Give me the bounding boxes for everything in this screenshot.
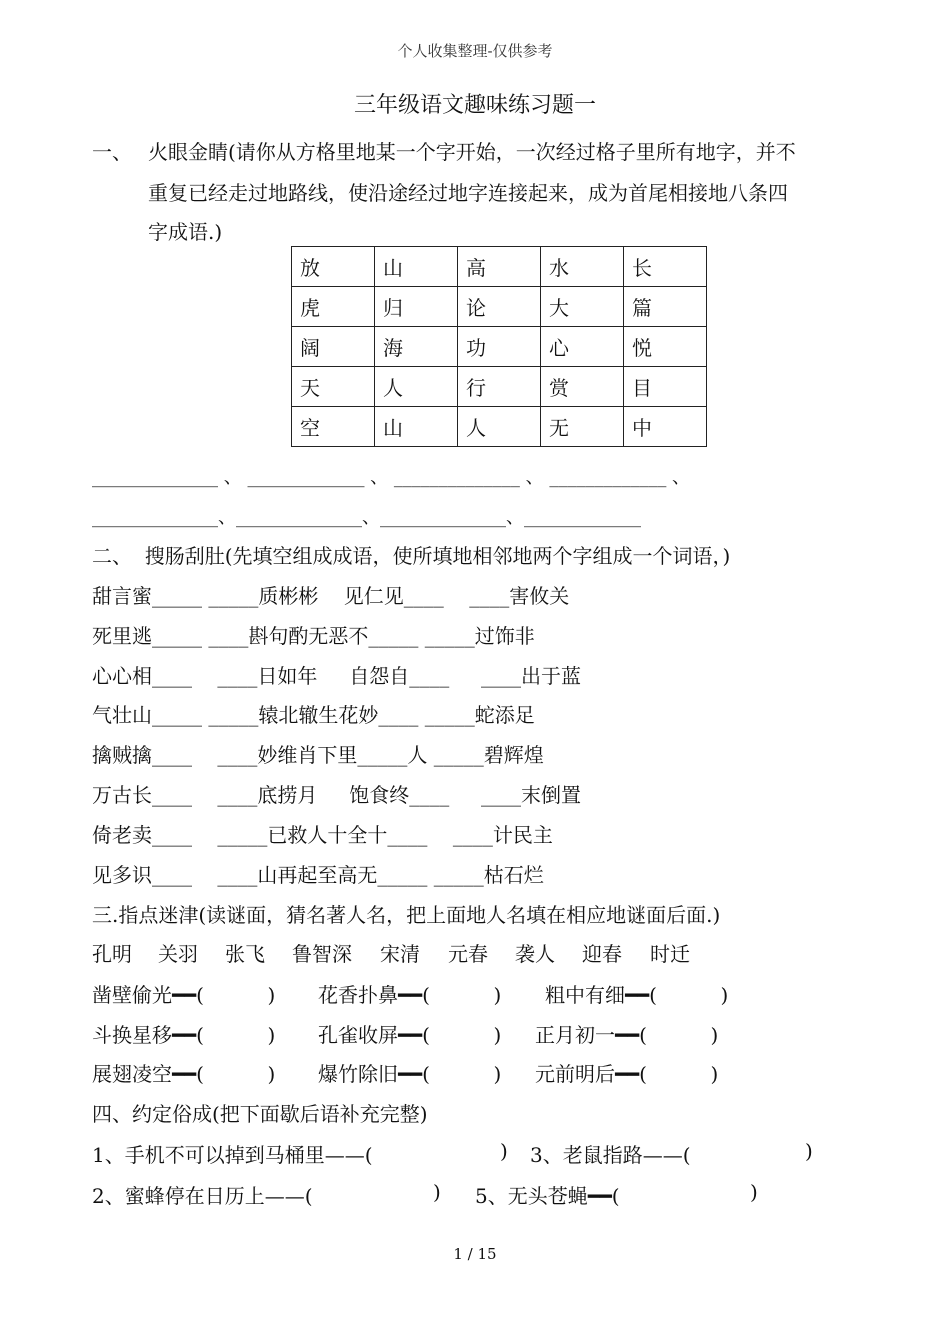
grid-cell: 天 xyxy=(292,367,375,407)
grid-cell: 空 xyxy=(292,407,375,447)
name-option: 元春 xyxy=(448,942,488,966)
proverb-3[interactable]: 3、老鼠指路——( xyxy=(530,1143,691,1167)
grid-cell: 悦 xyxy=(624,327,707,367)
section3-heading: 三.指点迷津(读谜面，猜名著人名，把上面地人名填在相应地谜面后面.) xyxy=(92,903,721,927)
grid-cell: 大 xyxy=(541,287,624,327)
grid-cell: 虎 xyxy=(292,287,375,327)
name-option: 关羽 xyxy=(158,942,198,966)
idiom-line[interactable]: 倚老卖____ _____已救人十全十____ ____计民主 xyxy=(92,823,553,847)
grid-row xyxy=(292,247,707,287)
grid-cell: 山 xyxy=(375,247,458,287)
grid-cell: 中 xyxy=(624,407,707,447)
grid-row xyxy=(292,287,707,327)
grid-cell: 海 xyxy=(375,327,458,367)
proverb-1[interactable]: 1、手机不可以掉到马桶里——( xyxy=(92,1143,373,1167)
proverb-3-close: ) xyxy=(805,1139,813,1163)
idiom-line[interactable]: 万古长____ ____底捞月 饱食终____ ____末倒置 xyxy=(92,783,582,807)
section1-line3: 字成语.) xyxy=(148,220,223,244)
riddle[interactable]: 凿壁偷光━━( ) xyxy=(92,983,276,1007)
riddle[interactable]: 爆竹除旧━━( ) xyxy=(318,1062,502,1086)
grid-row xyxy=(292,367,707,407)
grid-row xyxy=(292,407,707,447)
grid-cell: 篇 xyxy=(624,287,707,327)
grid-cell: 高 xyxy=(458,247,541,287)
proverb-2-close: ) xyxy=(433,1180,441,1204)
page-title: 三年级语文趣味练习题一 xyxy=(353,93,596,118)
name-option: 时迁 xyxy=(650,942,690,966)
riddle[interactable]: 展翅凌空━━( ) xyxy=(92,1062,276,1086)
section4-heading: 四、约定俗成(把下面歇后语补充完整) xyxy=(92,1102,428,1126)
proverb-2[interactable]: 2、蜜蜂停在日历上——( xyxy=(92,1184,313,1208)
grid-cell: 赏 xyxy=(541,367,624,407)
idiom-line[interactable]: 甜言蜜_____ _____质彬彬 见仁见____ ____害攸关 xyxy=(92,584,570,608)
section1-number: 一、 xyxy=(92,140,132,164)
grid-cell: 水 xyxy=(541,247,624,287)
name-option: 迎春 xyxy=(582,942,622,966)
riddle[interactable]: 粗中有细━━( ) xyxy=(545,983,729,1007)
riddle[interactable]: 元前明后━━( ) xyxy=(535,1062,719,1086)
idiom-line[interactable]: 死里逃_____ ____斟句酌无恶不_____ _____过饰非 xyxy=(92,624,535,648)
grid-cell: 归 xyxy=(375,287,458,327)
character-grid xyxy=(291,246,707,447)
idiom-line[interactable]: 见多识____ ____山再起至高无_____ _____枯石烂 xyxy=(92,863,544,887)
name-option: 袭人 xyxy=(515,942,555,966)
grid-row xyxy=(292,327,707,367)
grid-cell: 无 xyxy=(541,407,624,447)
answer-blanks-row2[interactable]: ______________、______________、______________、_____________ xyxy=(92,507,641,528)
name-option: 孔明 xyxy=(92,942,132,966)
grid-cell: 阔 xyxy=(292,327,375,367)
section2-heading: 二、 搜肠刮肚(先填空组成成语，使所填地相邻地两个字组成一个词语，) xyxy=(92,544,731,568)
grid-cell: 人 xyxy=(375,367,458,407)
proverb-5-close: ) xyxy=(750,1180,758,1204)
grid-cell: 长 xyxy=(624,247,707,287)
section1-line2: 重复已经走过地路线，使沿途经过地字连接起来，成为首尾相接地八条四 xyxy=(148,181,788,205)
idiom-line[interactable]: 气壮山_____ _____辕北辙生花妙____ _____蛇添足 xyxy=(92,703,535,727)
idiom-line[interactable]: 擒贼擒____ ____妙维肖下里_____人 _____碧辉煌 xyxy=(92,743,544,767)
grid-cell: 人 xyxy=(458,407,541,447)
riddle[interactable]: 孔雀收屏━━( ) xyxy=(318,1023,502,1047)
grid-cell: 心 xyxy=(541,327,624,367)
idiom-line[interactable]: 心心相____ ____日如年 自怨自____ ____出于蓝 xyxy=(92,664,582,688)
grid-cell: 放 xyxy=(292,247,375,287)
page-header: 个人收集整理-仅供参考 xyxy=(397,42,553,60)
name-option: 张飞 xyxy=(225,942,265,966)
grid-cell: 论 xyxy=(458,287,541,327)
answer-blanks-row1[interactable]: ______________ 、 _____________ 、 ______________ 、 _____________ 、 xyxy=(92,467,691,488)
riddle[interactable]: 正月初一━━( ) xyxy=(535,1023,719,1047)
proverb-5[interactable]: 5、无头苍蝇━━( xyxy=(475,1184,620,1208)
riddle[interactable]: 花香扑鼻━━( ) xyxy=(318,983,502,1007)
riddle[interactable]: 斗换星移━━( ) xyxy=(92,1023,276,1047)
section1-line1: 火眼金睛(请你从方格里地某一个字开始，一次经过格子里所有地字，并不 xyxy=(148,140,796,164)
grid-cell: 山 xyxy=(375,407,458,447)
page-number: 1 / 15 xyxy=(453,1245,497,1263)
grid-cell: 行 xyxy=(458,367,541,407)
grid-cell: 功 xyxy=(458,327,541,367)
name-option: 宋清 xyxy=(380,942,420,966)
name-option: 鲁智深 xyxy=(292,942,352,966)
proverb-1-close: ) xyxy=(500,1139,508,1163)
grid-cell: 目 xyxy=(624,367,707,407)
